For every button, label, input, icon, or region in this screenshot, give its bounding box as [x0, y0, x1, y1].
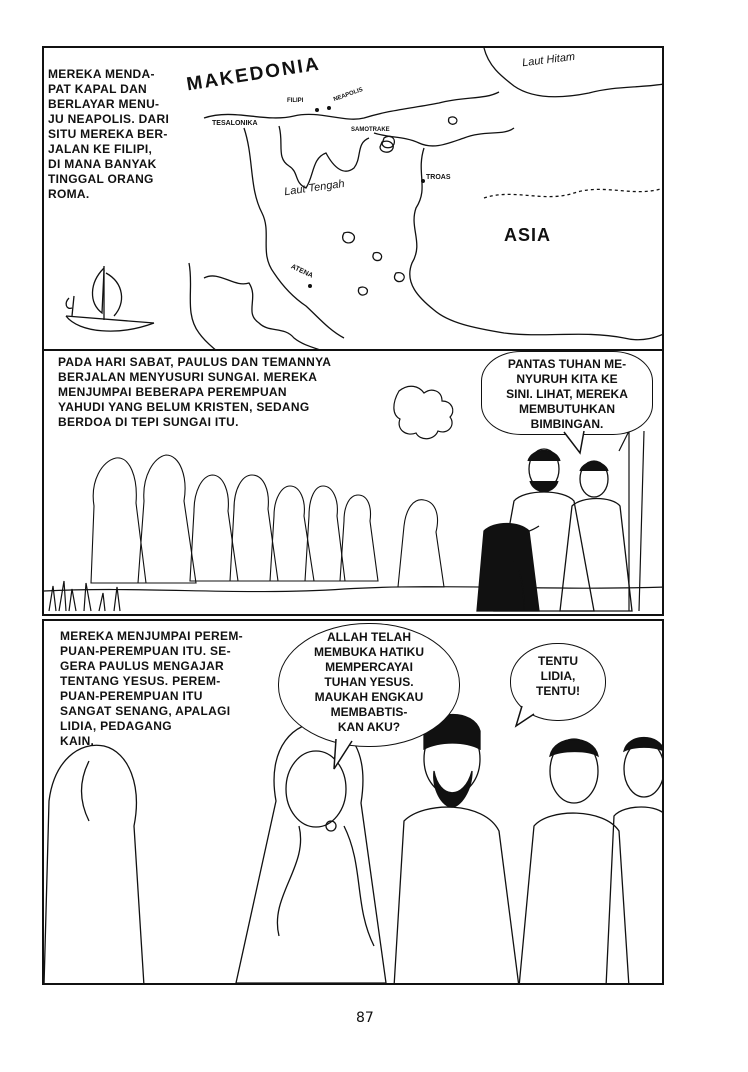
- label-tesalonika: TESALONIKA: [212, 120, 258, 127]
- grass: [49, 581, 120, 611]
- island-2: [343, 232, 355, 243]
- label-neapolis: NEAPOLIS: [332, 86, 364, 104]
- label-samotrake: SAMOTRAKE: [351, 127, 390, 133]
- island-6: [449, 117, 457, 124]
- panel-riverside: [42, 351, 664, 616]
- lydia-veil: [236, 723, 386, 983]
- women-figures: [91, 455, 444, 587]
- panel-lydia: [42, 619, 664, 985]
- speech-balloon-paul-2-text: TENTU LIDIA, TENTU!: [536, 654, 580, 698]
- speech-balloon-lydia-text: ALLAH TELAH MEMBUKA HATIKU MEMPERCAYAI TUHAN YESUS. MAUKAH ENGKAU MEMBABTIS- KAN AKU?: [314, 630, 424, 734]
- label-laut-hitam: Laut Hitam: [521, 50, 576, 70]
- city-dot-atena: [308, 284, 312, 288]
- page-number: 87: [356, 1010, 374, 1026]
- label-filipi: FILIPI: [287, 98, 304, 104]
- speech-balloon-paul-2: [510, 643, 606, 721]
- thrace-coast: [374, 128, 514, 146]
- ship-drawing: [66, 266, 154, 331]
- speech-balloon-paul-1: [481, 351, 653, 435]
- greece-east-coast: [244, 128, 344, 338]
- tree-right: [619, 411, 644, 611]
- lydia-face: [286, 751, 346, 827]
- lydia-caption: MEREKA MENJUMPAI PEREM- PUAN-PEREMPUAN ITU. SE- GERA PAULUS MENGAJAR TENTANG YESUS. PEREM- PUAN-PEREMPUAN ITU SANGAT SENANG, APALAGI LIDIA, PEDAGANG KAIN.: [60, 629, 243, 748]
- riverside-caption: PADA HARI SABAT, PAULUS DAN TEMANNYA BERJALAN MENYUSURI SUNGAI. MEREKA MENJUMPAI BEBERAPA PEREMPUAN YAHUDI YANG BELUM KRISTEN, SEDANG BERDOA DI TEPI SUNGAI ITU.: [58, 355, 332, 429]
- paul-figures: [477, 449, 632, 611]
- label-atena: ATENA: [289, 263, 314, 280]
- city-dot-troas: [421, 179, 425, 183]
- city-dot-neapolis: [327, 106, 331, 110]
- asia-mountains: [484, 188, 664, 198]
- hooded-woman-left: [44, 745, 144, 985]
- map-caption: MEREKA MENDA- PAT KAPAL DAN BERLAYAR MENU- JU NEAPOLIS. DARI SITU MEREKA BER- JALAN KE FILIPI, DI MANA BANYAK TINGGAL ORANG ROMA.: [48, 67, 170, 201]
- speech-balloon-paul-1-text: PANTAS TUHAN ME- NYURUH KITA KE SINI. LIHAT, MEREKA MEMBUTUHKAN BIMBINGAN.: [506, 357, 628, 431]
- label-laut-tengah: Laut Tengah: [283, 177, 346, 199]
- island-3: [373, 253, 382, 261]
- island-4: [395, 273, 405, 282]
- panel-map: [42, 46, 664, 351]
- label-troas: TROAS: [426, 174, 451, 181]
- peninsula: [279, 126, 369, 188]
- ground-line: [44, 587, 664, 592]
- island-5: [358, 287, 367, 295]
- label-asia: ASIA: [504, 225, 552, 245]
- city-dot-filipi: [315, 108, 319, 112]
- label-makedonia: MAKEDONIA: [185, 53, 322, 96]
- speech-balloon-lydia: [278, 623, 460, 747]
